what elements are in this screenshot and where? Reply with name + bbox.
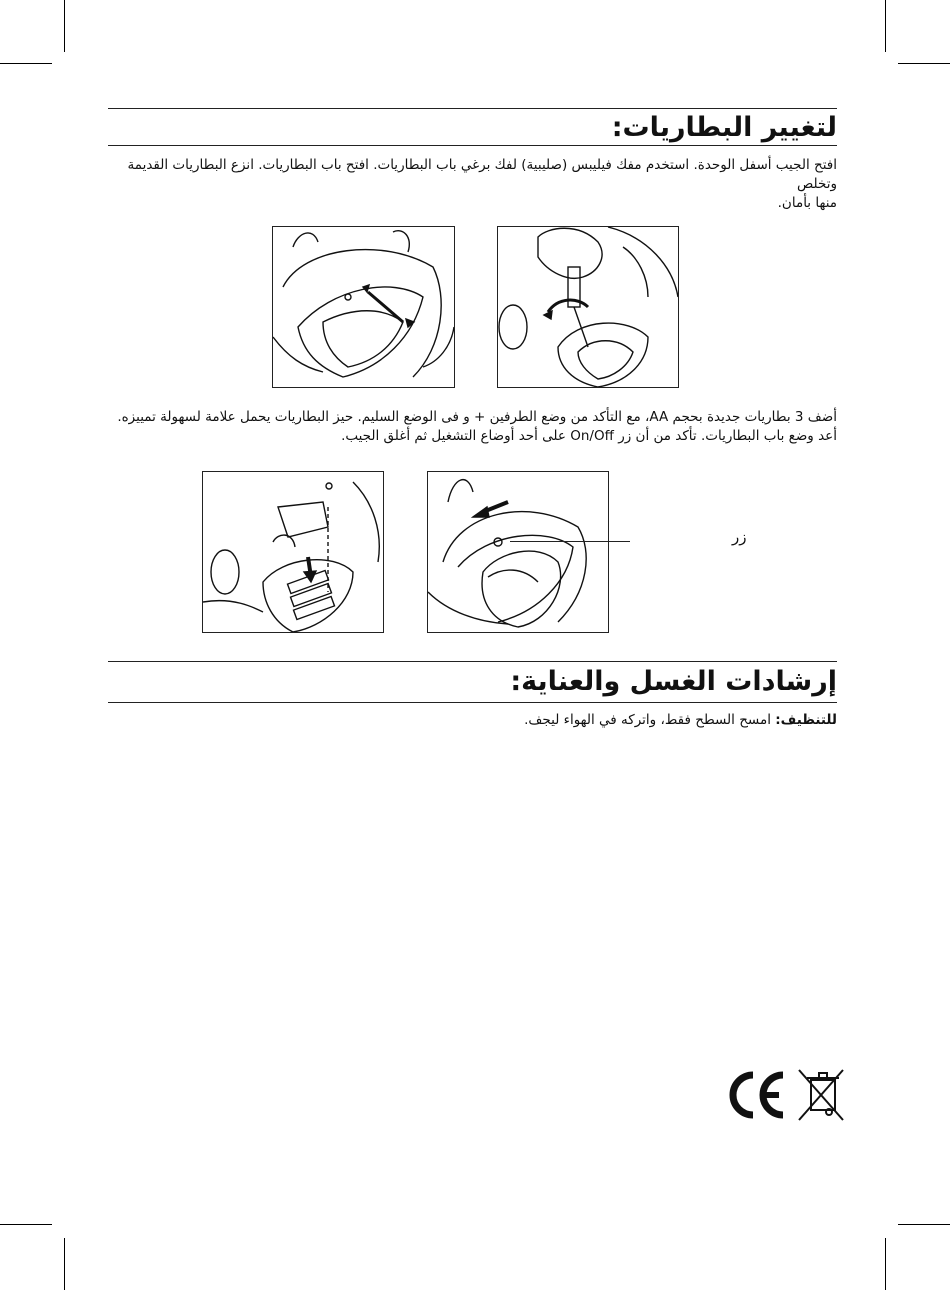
text-line: أضف 3 بطاريات جديدة بحجم AA، مع التأكد من وضع الطرفين + و فى الوضع السليم. حيز البطاريات يحمل علامة لسهولة تمييزه. bbox=[117, 409, 837, 425]
crop-mark bbox=[64, 1238, 65, 1290]
crossed-out-wheeled-bin-icon bbox=[799, 1070, 843, 1120]
section-rule bbox=[108, 702, 837, 703]
section-rule bbox=[108, 661, 837, 662]
section-rule bbox=[108, 145, 837, 146]
crop-mark bbox=[885, 0, 886, 52]
ce-mark bbox=[733, 1075, 783, 1115]
cleaning-text: امسح السطح فقط، واتركه في الهواء ليجف. bbox=[524, 712, 776, 728]
text-line: افتح الجيب أسفل الوحدة. استخدم مفك فيليبس (صليبية) لفك برغي باب البطاريات. افتح باب البطاريات. انزع البطاريات القديمة وتخلص bbox=[127, 157, 837, 192]
compliance-marks bbox=[727, 1068, 845, 1122]
crop-mark bbox=[898, 63, 950, 64]
text-line bbox=[108, 711, 837, 730]
illustration-open-door bbox=[272, 226, 455, 388]
illustration-unscrew bbox=[497, 226, 679, 388]
crop-mark bbox=[898, 1224, 950, 1225]
onoff-button-label: زر bbox=[732, 528, 747, 546]
section-rule bbox=[108, 108, 837, 109]
cleaning-instructions bbox=[108, 711, 837, 730]
illustration-close-door bbox=[427, 471, 609, 633]
crop-mark bbox=[885, 1238, 886, 1290]
battery-insert-paragraph bbox=[108, 408, 837, 446]
crop-mark bbox=[64, 0, 65, 52]
illustration-insert-batteries bbox=[202, 471, 384, 633]
crop-mark bbox=[0, 63, 52, 64]
battery-instructions-paragraph bbox=[108, 156, 837, 213]
text-line: أعد وضع باب البطاريات. تأكد من أن زر On/Off على أحد أوضاع التشغيل ثم أغلق الجيب. bbox=[341, 428, 837, 444]
section-heading-care: إرشادات الغسل والعناية: bbox=[510, 666, 837, 697]
section-heading-batteries: لتغيير البطاريات: bbox=[611, 112, 837, 143]
callout-line bbox=[510, 541, 630, 542]
text-line: منها بأمان. bbox=[777, 195, 837, 211]
crop-mark bbox=[0, 1224, 52, 1225]
cleaning-label: للتنظيف: bbox=[775, 712, 837, 728]
